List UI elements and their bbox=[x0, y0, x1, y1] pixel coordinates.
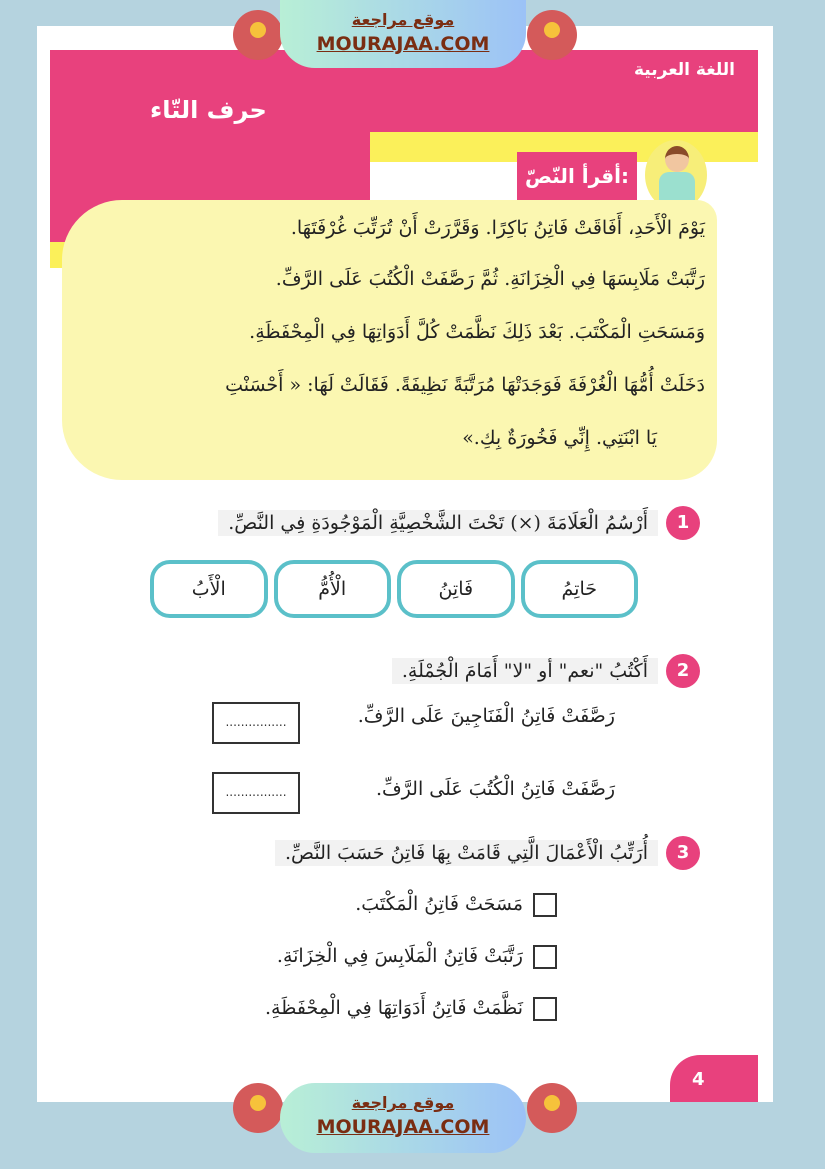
passage-line: دَخَلَتْ أُمُّهَا الْغُرْفَةَ فَوَجَدَتْهَا مُرَتَّبَةً نَظِيفَةً. فَقَالَتْ لَهَا: « أَحْسَنْتِ bbox=[225, 374, 705, 396]
page-number: 4 bbox=[670, 1055, 758, 1102]
character-options bbox=[150, 560, 638, 618]
option-mother[interactable]: الْأُمُّ bbox=[274, 560, 392, 618]
order-item bbox=[355, 893, 557, 917]
watermark-arabic: موقع مراجعة bbox=[351, 10, 455, 29]
passage-line: وَمَسَحَتِ الْمَكْتَبَ. بَعْدَ ذَلِكَ نَظَّمَتْ كُلَّ أَدَوَاتِهَا فِي الْمِحْفَظَةِ. bbox=[249, 321, 705, 343]
order-checkbox[interactable] bbox=[533, 945, 557, 969]
question-text: أَكْتُبُ "نعم" أو "لا" أَمَامَ الْجُمْلَةِ. bbox=[392, 658, 658, 684]
site-logo-icon bbox=[527, 1083, 577, 1133]
order-item bbox=[265, 997, 557, 1021]
passage-line: يَا ابْنَتِي. إِنِّي فَخُورَةٌ بِكِ.» bbox=[462, 427, 657, 449]
option-father[interactable]: الْأَبُ bbox=[150, 560, 268, 618]
watermark-latin: MOURAJAA.COM bbox=[316, 33, 490, 55]
order-checkbox[interactable] bbox=[533, 997, 557, 1021]
order-item-text: مَسَحَتْ فَاتِنُ الْمَكْتَبَ. bbox=[355, 893, 523, 915]
order-item-text: نَظَّمَتْ فَاتِنُ أَدَوَاتِهَا فِي الْمِحْفَظَةِ. bbox=[265, 997, 523, 1019]
site-logo-icon bbox=[233, 10, 283, 60]
question-number: 1 bbox=[666, 506, 700, 540]
question-text: أَرْسُمُ الْعَلَامَةَ (×) تَحْتَ الشَّخْصِيَّةِ الْمَوْجُودَةِ فِي النَّصِّ. bbox=[218, 510, 658, 536]
option-hatim[interactable]: حَاتِمُ bbox=[521, 560, 639, 618]
answer-box[interactable]: ................ bbox=[212, 702, 300, 744]
question-2 bbox=[0, 654, 700, 688]
subject-label: اللغة العربية bbox=[634, 60, 735, 80]
order-item-text: رَتَّبَتْ فَاتِنُ الْمَلَابِسَ فِي الْخِزَانَةِ. bbox=[276, 945, 523, 967]
question-text: أُرَتِّبُ الْأَعْمَالَ الَّتِي قَامَتْ بِهَا فَاتِنُ حَسَبَ النَّصِّ. bbox=[275, 840, 658, 866]
site-logo-icon bbox=[233, 1083, 283, 1133]
lesson-title: حرف التّاء bbox=[150, 96, 267, 124]
question-3 bbox=[0, 836, 700, 870]
passage-line: يَوْمَ الْأَحَدِ، أَفَاقَتْ فَاتِنُ بَاكِرًا. وَقَرَّرَتْ أَنْ تُرَتِّبَ غُرْفَتَهَا. bbox=[290, 217, 705, 239]
statement: رَصَّفَتْ فَاتِنُ الْفَنَاجِينَ عَلَى الرَّفِّ. bbox=[357, 705, 615, 727]
order-checkbox[interactable] bbox=[533, 893, 557, 917]
watermark-top[interactable] bbox=[280, 0, 526, 68]
statement: رَصَّفَتْ فَاتِنُ الْكُتُبَ عَلَى الرَّفِّ. bbox=[375, 778, 615, 800]
passage-line: رَتَّبَتْ مَلَابِسَهَا فِي الْخِزَانَةِ. ثُمَّ رَصَّفَتْ الْكُتُبَ عَلَى الرَّفِّ. bbox=[275, 268, 705, 290]
option-fatin[interactable]: فَاتِنُ bbox=[397, 560, 515, 618]
watermark-latin: MOURAJAA.COM bbox=[316, 1116, 490, 1138]
watermark-bottom[interactable] bbox=[280, 1083, 526, 1153]
watermark-arabic: موقع مراجعة bbox=[351, 1093, 455, 1112]
question-1 bbox=[0, 506, 700, 540]
site-logo-icon bbox=[527, 10, 577, 60]
reading-passage bbox=[62, 200, 717, 480]
order-item bbox=[277, 945, 557, 969]
question-number: 3 bbox=[666, 836, 700, 870]
question-number: 2 bbox=[666, 654, 700, 688]
reading-label: أقرأ النّصّ: bbox=[517, 152, 637, 200]
answer-box[interactable]: ................ bbox=[212, 772, 300, 814]
